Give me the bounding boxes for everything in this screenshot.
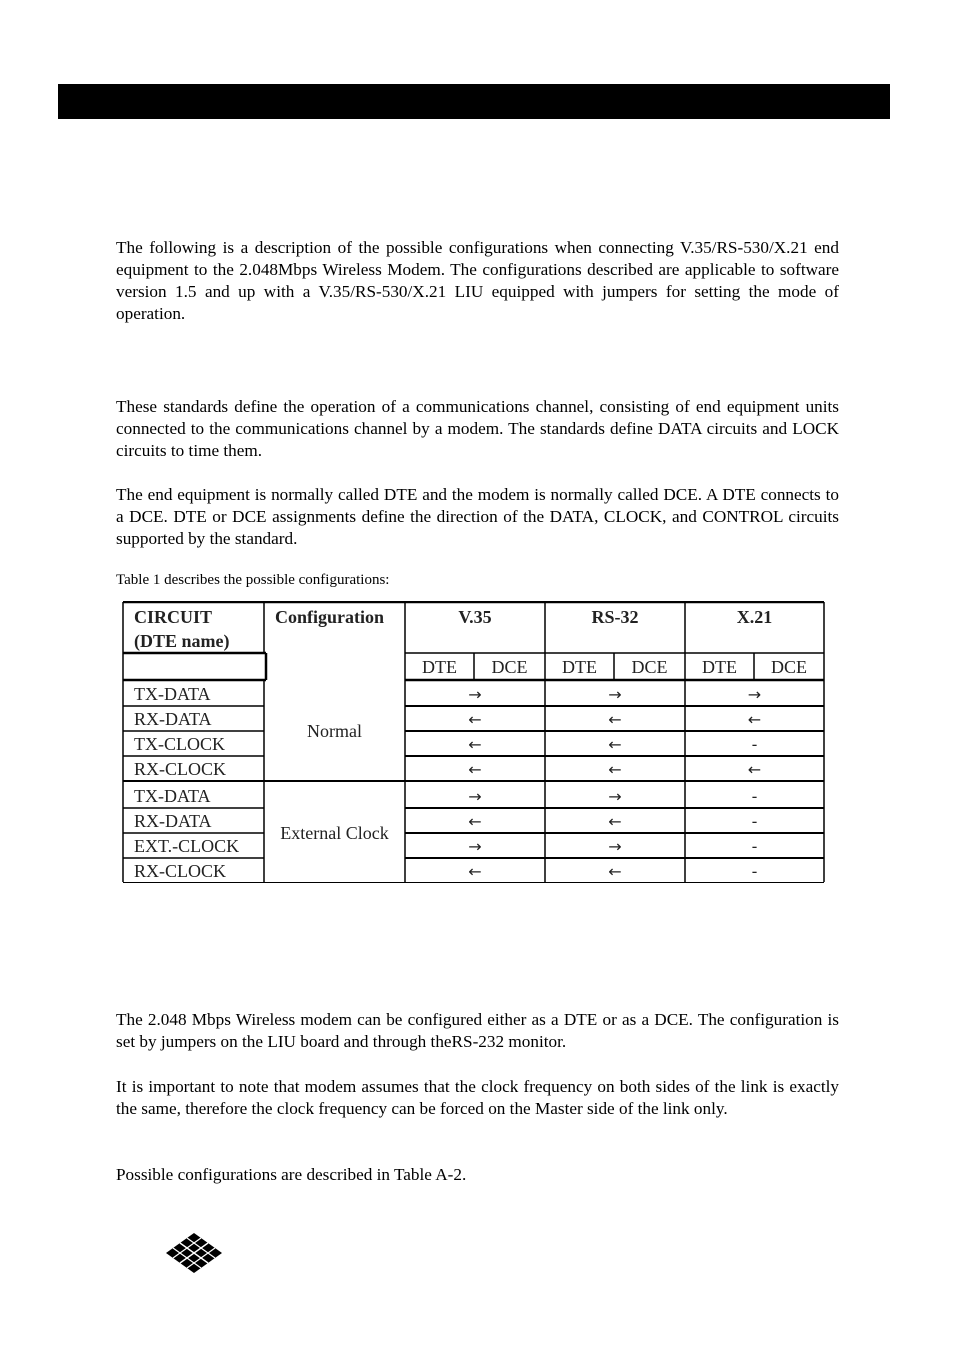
table-caption: Table 1 describes the possible configurations: bbox=[116, 572, 390, 588]
sub-header-4: DTE bbox=[702, 657, 737, 677]
header-configuration: Configuration bbox=[275, 607, 385, 627]
table-ref-paragraph: Possible configurations are described in Table A-2. bbox=[116, 1165, 467, 1184]
direction-cell: - bbox=[751, 787, 758, 806]
direction-cell: ← bbox=[608, 812, 622, 831]
direction-cell: → bbox=[608, 837, 622, 856]
direction-cell: ← bbox=[468, 812, 482, 831]
circuit-cell: RX-DATA bbox=[134, 709, 212, 729]
direction-cell: → bbox=[747, 685, 762, 704]
header-dte-name: (DTE name) bbox=[134, 631, 230, 651]
sub-header-1: DCE bbox=[491, 657, 528, 677]
direction-cell: ← bbox=[608, 710, 622, 729]
direction-cell: ← bbox=[747, 760, 762, 779]
configuration-table bbox=[122, 601, 825, 883]
intro-paragraph: The following is a description of the possible configurations when connecting V.35/RS-530/X.21 end equipment to the 2.048Mbps Wireless Modem. The configurations described are applicable to software version 1.5 and up with a V.35/RS-530/X.21 LIU equipped with jumpers for setting the mode of operation. bbox=[116, 238, 839, 323]
direction-cell: ← bbox=[468, 862, 482, 881]
direction-cell: - bbox=[751, 862, 758, 881]
clock-note-paragraph: It is important to note that modem assumes that the clock frequency on both sides of the link is exactly the same, therefore the clock frequency can be forced on the Master side of the link only. bbox=[116, 1077, 839, 1118]
modem-config-paragraph: The 2.048 Mbps Wireless modem can be configured either as a DTE or as a DCE. The configuration is set by jumpers on the LIU board and through theRS-232 monitor. bbox=[116, 1010, 839, 1051]
config-group-1: External Clock bbox=[280, 823, 389, 843]
direction-cell: → bbox=[608, 787, 622, 806]
circuit-cell: RX-CLOCK bbox=[134, 861, 227, 881]
config-group-0: Normal bbox=[307, 721, 362, 741]
direction-cell: ← bbox=[608, 760, 622, 779]
header-circuit: CIRCUIT bbox=[134, 607, 213, 627]
header-bar bbox=[58, 84, 890, 119]
direction-cell: - bbox=[751, 837, 758, 856]
header-standard-0: V.35 bbox=[458, 607, 492, 627]
direction-cell: ← bbox=[468, 735, 482, 754]
direction-cell: → bbox=[468, 685, 482, 704]
sub-header-5: DCE bbox=[771, 657, 807, 677]
sub-header-0: DTE bbox=[422, 657, 457, 677]
direction-cell: ← bbox=[468, 710, 482, 729]
circuit-cell: TX-CLOCK bbox=[134, 734, 225, 754]
direction-cell: - bbox=[751, 735, 758, 754]
circuit-cell: TX-DATA bbox=[134, 786, 211, 806]
header-standard-2: X.21 bbox=[736, 607, 773, 627]
sub-header-3: DCE bbox=[631, 657, 668, 677]
dte-dce-paragraph: The end equipment is normally called DTE and the modem is normally called DCE. A DTE connects to a DCE. DTE or DCE assignments define the direction of the DATA, CLOCK, and CONTROL circuits supported by the standard. bbox=[116, 485, 839, 548]
direction-cell: ← bbox=[608, 862, 622, 881]
circuit-cell: EXT.-CLOCK bbox=[134, 836, 240, 856]
header-standard-1: RS-32 bbox=[591, 607, 639, 627]
sub-header-2: DTE bbox=[562, 657, 597, 677]
direction-cell: → bbox=[608, 685, 622, 704]
direction-cell: - bbox=[751, 812, 758, 831]
direction-cell: ← bbox=[747, 710, 762, 729]
direction-cell: ← bbox=[468, 760, 482, 779]
circuit-cell: RX-CLOCK bbox=[134, 759, 227, 779]
standards-paragraph: These standards define the operation of a communications channel, consisting of end equipment units connected to the communications channel by a modem. The standards define DATA circuits and LOCK circuits to time them. bbox=[116, 397, 839, 460]
circuit-cell: TX-DATA bbox=[134, 684, 211, 704]
direction-cell: → bbox=[468, 787, 482, 806]
black-box-logo bbox=[165, 1232, 223, 1274]
circuit-cell: RX-DATA bbox=[134, 811, 212, 831]
direction-cell: ← bbox=[608, 735, 622, 754]
direction-cell: → bbox=[468, 837, 482, 856]
